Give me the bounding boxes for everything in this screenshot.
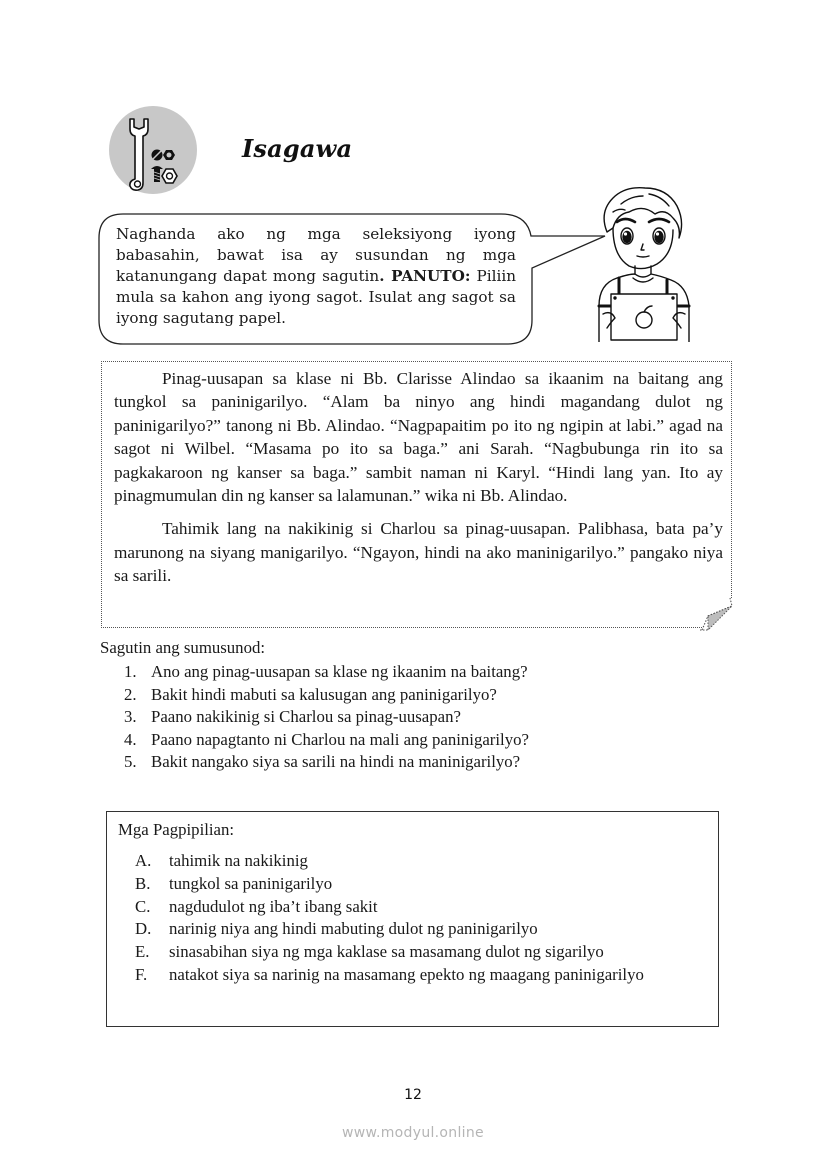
choice-text: tahimik na nakikinig xyxy=(169,851,308,870)
panuto-label: . PANUTO: xyxy=(379,267,471,285)
question-number: 3. xyxy=(124,707,137,727)
choice-item xyxy=(135,873,709,896)
choice-letter: D. xyxy=(135,919,152,939)
question-item xyxy=(124,661,529,684)
question-text: Paano nakikinig si Charlou sa pinag-uusapan? xyxy=(151,707,461,727)
instructions-intro: Naghanda ako ng mga seleksiyong iyong babasahin, bawat isa ay susundan ng mga katanungang dapat mong sagutin xyxy=(116,225,516,285)
instructions-text xyxy=(116,224,516,329)
questions-heading: Sagutin ang sumusunod: xyxy=(100,638,266,657)
choice-text: narinig niya ang hindi mabuting dulot ng paninigarilyo xyxy=(169,919,538,939)
choice-text: tungkol sa paninigarilyo xyxy=(169,873,333,893)
question-number: 1. xyxy=(124,662,137,681)
question-number: 2. xyxy=(124,684,137,704)
instructions-directions: Piliin mula sa kahon ang iyong sagot. Isulat ang sagot sa iyong sagutang papel. xyxy=(116,267,516,327)
choices-box xyxy=(106,811,719,1027)
passage-paragraph-1: Pinag-uusapan sa klase ni Bb. Clarisse Alindao sa ikaanim na baitang ang tungkol sa paninigarilyo. “Alam ba ninyo ang hindi magandang dulot ng paninigarilyo?” tanong ni Bb. Alindao. “Nagpapaitim po ito ng ngipin at labi.” agad na sagot ni Wilbel. “Masama po ito sa baga.” ani Sarah. “Nagbubunga rin ito sa pagkakaroon ng kanser sa baga.” sambit naman ni Karyl. “Hindi lang yan. Ito ay pinagmumulan din ng kanser sa lalamunan.” wika ni Bb. Alindao. xyxy=(114,369,723,506)
section-title: Isagawa xyxy=(242,134,353,163)
questions-list xyxy=(124,661,529,774)
question-text: Bakit nangako siya sa sarili na hindi na maninigarilyo? xyxy=(151,752,521,772)
question-text: Paano napagtanto ni Charlou na mali ang paninigarilyo? xyxy=(151,729,529,749)
choice-text: nagdudulot ng iba’t ibang sakit xyxy=(169,896,378,916)
choices-list xyxy=(135,850,709,987)
page-number: 12 xyxy=(404,1087,422,1103)
question-item xyxy=(124,751,529,774)
choice-item xyxy=(135,850,709,873)
choice-text: sinasabihan siya ng mga kaklase sa masamang dulot ng sigarilyo xyxy=(169,942,604,962)
choice-letter: F. xyxy=(135,964,148,984)
choice-item xyxy=(135,918,709,941)
student-holding-tablet-illustration xyxy=(585,182,700,342)
choice-item xyxy=(135,896,709,919)
question-text: Ano ang pinag-uusapan sa klase ng ikaanim na baitang? xyxy=(151,662,528,681)
question-item xyxy=(124,684,529,707)
wrench-and-bolts-icon xyxy=(108,105,198,195)
page-curl-icon xyxy=(700,596,736,632)
question-number: 4. xyxy=(124,729,137,749)
question-text: Bakit hindi mabuti sa kalusugan ang paninigarilyo? xyxy=(151,684,497,704)
choice-letter: E. xyxy=(135,942,150,962)
passage-paragraph-2: Tahimik lang na nakikinig si Charlou sa pinag-uusapan. Palibhasa, bata pa’y marunong na siyang manigarilyo. “Ngayon, hindi na ako maninigarilyo.” pangako niya sa sarili. xyxy=(114,519,723,586)
question-item xyxy=(124,706,529,729)
reading-passage xyxy=(114,367,723,595)
watermark: www.modyul.online xyxy=(342,1125,484,1141)
choice-item xyxy=(135,964,709,987)
choice-letter: A. xyxy=(135,851,152,870)
choices-heading: Mga Pagpipilian: xyxy=(118,820,235,839)
choice-item xyxy=(135,941,709,964)
reading-passage-box xyxy=(101,361,732,628)
choice-letter: C. xyxy=(135,896,151,916)
question-number: 5. xyxy=(124,752,137,772)
question-item xyxy=(124,729,529,752)
choice-text: natakot siya sa narinig na masamang epekto ng maagang paninigarilyo xyxy=(169,964,644,984)
choice-letter: B. xyxy=(135,873,151,893)
